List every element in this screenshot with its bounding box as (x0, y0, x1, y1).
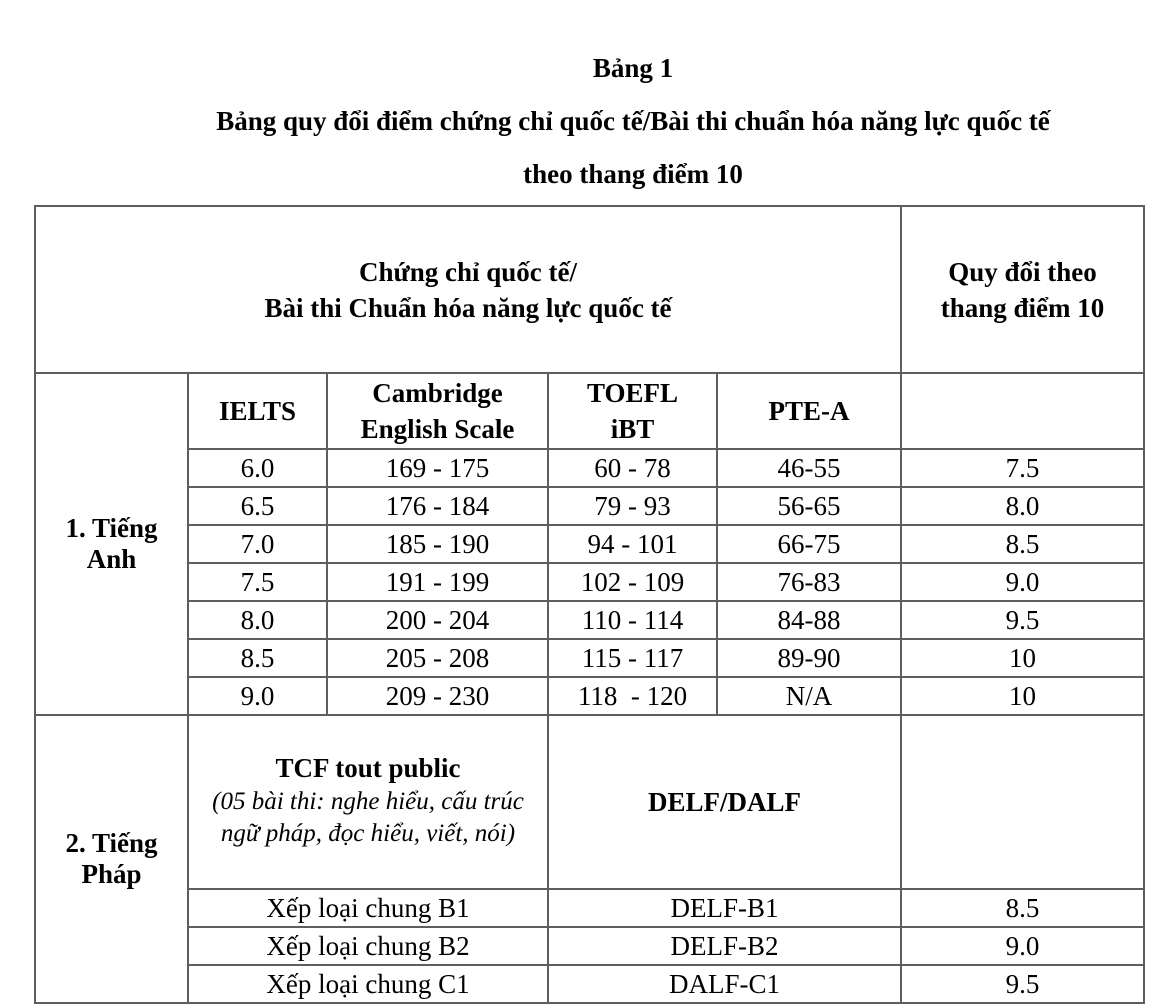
tcf-level-cell: Xếp loại chung B1 (188, 889, 548, 927)
cambridge-value-cell: 205 - 208 (327, 639, 548, 677)
cambridge-value-cell: 176 - 184 (327, 487, 548, 525)
cambridge-value-cell: 169 - 175 (327, 449, 548, 487)
caption-subtitle: theo thang điểm 10 (523, 159, 743, 189)
ielts-header-cell: IELTS (188, 373, 327, 449)
tcf-header-cell (188, 715, 548, 889)
english-data-row (35, 525, 1144, 563)
table-caption (112, 0, 1154, 201)
score-value-cell: 9.5 (901, 601, 1144, 639)
score-value-cell: 8.5 (901, 525, 1144, 563)
group-header-cell (35, 206, 901, 373)
score-value-cell: 10 (901, 677, 1144, 715)
toefl-value-cell: 79 - 93 (548, 487, 717, 525)
tcf-title: TCF tout public (275, 753, 461, 783)
french-data-row (35, 965, 1144, 1003)
english-data-row (35, 601, 1144, 639)
toefl-value-cell: 94 - 101 (548, 525, 717, 563)
pte-header-cell: PTE-A (717, 373, 901, 449)
french-data-row (35, 927, 1144, 965)
pte-value-cell: 84-88 (717, 601, 901, 639)
caption-table-number: Bảng 1 (592, 53, 674, 83)
toefl-value-cell: 115 - 117 (548, 639, 717, 677)
english-data-row (35, 563, 1144, 601)
tcf-note: (05 bài thi: nghe hiểu, cấu trúc ngữ pháp, đọc hiểu, viết, nói) (212, 788, 524, 847)
delf-level-cell: DELF-B1 (548, 889, 901, 927)
french-header-row (35, 715, 1144, 889)
empty-score-cell (901, 373, 1144, 449)
group-header-line-1: Chứng chỉ quốc tế/ (359, 256, 577, 287)
score-value-cell: 10 (901, 639, 1144, 677)
cambridge-value-cell: 200 - 204 (327, 601, 548, 639)
ielts-value-cell: 6.0 (188, 449, 327, 487)
score-value-cell: 9.0 (901, 927, 1144, 965)
english-data-row (35, 449, 1144, 487)
english-category-cell: 1. Tiếng Anh (35, 373, 188, 715)
caption-title: Bảng quy đổi điểm chứng chỉ quốc tế/Bài thi chuẩn hóa năng lực quốc tế (216, 106, 1050, 136)
pte-value-cell: 76-83 (717, 563, 901, 601)
toefl-value-cell: 60 - 78 (548, 449, 717, 487)
table-header-row (35, 206, 1144, 373)
ielts-value-cell: 6.5 (188, 487, 327, 525)
score-value-cell: 9.5 (901, 965, 1144, 1003)
french-category-cell: 2. Tiếng Pháp (35, 715, 188, 1003)
toefl-value-cell: 102 - 109 (548, 563, 717, 601)
cambridge-value-cell: 209 - 230 (327, 677, 548, 715)
score-value-cell: 8.5 (901, 889, 1144, 927)
toefl-header-cell (548, 373, 717, 449)
pte-value-cell: 46-55 (717, 449, 901, 487)
scale-header-line-2: thang điểm 10 (940, 292, 1105, 323)
scale-header-line-1: Quy đổi theo (948, 256, 1097, 287)
ielts-value-cell: 9.0 (188, 677, 327, 715)
french-data-row (35, 889, 1144, 927)
score-value-cell: 8.0 (901, 487, 1144, 525)
cambridge-header-line-1: Cambridge (372, 378, 503, 408)
ielts-value-cell: 8.5 (188, 639, 327, 677)
cambridge-value-cell: 191 - 199 (327, 563, 548, 601)
english-data-row (35, 487, 1144, 525)
toefl-value-cell: 110 - 114 (548, 601, 717, 639)
english-header-row (35, 373, 1144, 449)
tcf-level-cell: Xếp loại chung B2 (188, 927, 548, 965)
scale-header-cell (901, 206, 1144, 373)
group-header-line-2: Bài thi Chuẩn hóa năng lực quốc tế (264, 292, 672, 323)
ielts-value-cell: 7.5 (188, 563, 327, 601)
score-value-cell: 7.5 (901, 449, 1144, 487)
ielts-value-cell: 8.0 (188, 601, 327, 639)
ielts-value-cell: 7.0 (188, 525, 327, 563)
toefl-value-cell: 118 - 120 (548, 677, 717, 715)
toefl-header-line-2: iBT (610, 414, 655, 444)
conversion-table (34, 205, 1145, 1004)
score-value-cell: 9.0 (901, 563, 1144, 601)
english-data-row (35, 639, 1144, 677)
cambridge-header-line-2: English Scale (360, 414, 515, 444)
tcf-level-cell: Xếp loại chung C1 (188, 965, 548, 1003)
cambridge-header-cell (327, 373, 548, 449)
cambridge-value-cell: 185 - 190 (327, 525, 548, 563)
pte-value-cell: 66-75 (717, 525, 901, 563)
delf-level-cell: DELF-B2 (548, 927, 901, 965)
pte-value-cell: 89-90 (717, 639, 901, 677)
pte-value-cell: N/A (717, 677, 901, 715)
pte-value-cell: 56-65 (717, 487, 901, 525)
toefl-header-line-1: TOEFL (586, 378, 679, 408)
delf-level-cell: DALF-C1 (548, 965, 901, 1003)
english-data-row (35, 677, 1144, 715)
empty-score-cell (901, 715, 1144, 889)
delf-header-cell: DELF/DALF (548, 715, 901, 889)
